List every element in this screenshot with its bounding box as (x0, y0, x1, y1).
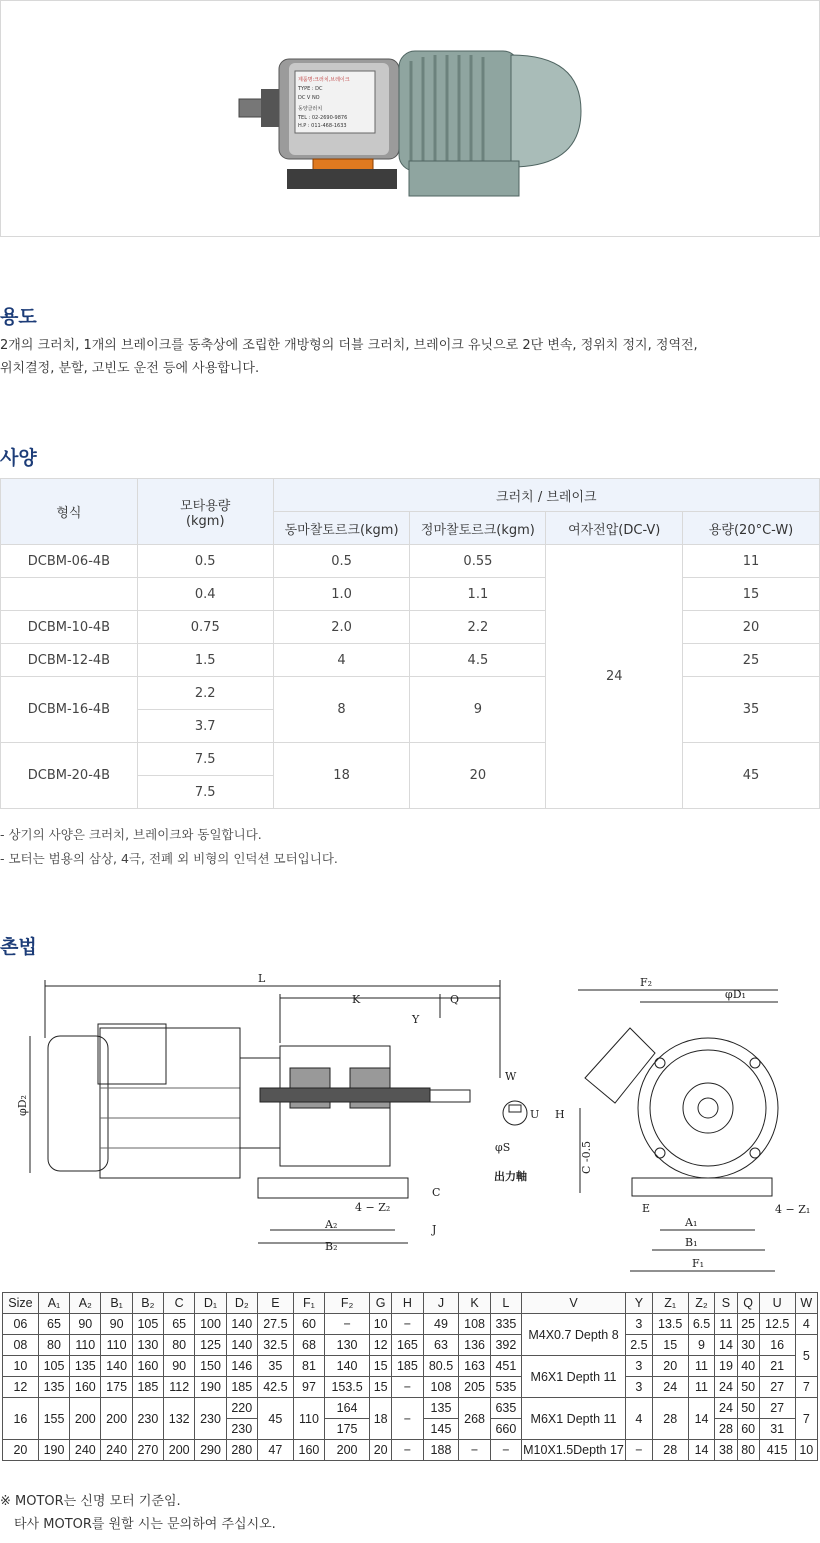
cell: 535 (490, 1377, 521, 1398)
cell: 42.5 (257, 1377, 293, 1398)
label-Z1: 4 − Z₁ (775, 1203, 811, 1216)
label-A1: A₁ (685, 1216, 698, 1229)
cell: 205 (459, 1377, 490, 1398)
cell: 100 (195, 1314, 226, 1335)
label-shaft: 出力軸 (494, 1170, 527, 1183)
cell: − (392, 1377, 423, 1398)
cell: 49 (423, 1314, 459, 1335)
cell: 60 (737, 1419, 759, 1440)
cell: 185 (132, 1377, 163, 1398)
cell: 160 (132, 1356, 163, 1377)
table-row (1, 545, 820, 578)
table-row (1, 578, 820, 611)
label-S: φS (495, 1141, 511, 1154)
label-F2: F₂ (640, 976, 653, 989)
header-motor-label: 모타용량 (180, 498, 231, 514)
cell: 80 (737, 1440, 759, 1461)
cell-model (1, 578, 138, 611)
spec-table (0, 478, 820, 809)
cell: 110 (101, 1335, 132, 1356)
dimension-table (2, 1292, 818, 1461)
cell: − (325, 1314, 370, 1335)
table-row (3, 1440, 818, 1461)
label-L: L (258, 972, 266, 985)
table-row (3, 1377, 818, 1398)
th: D₁ (195, 1293, 226, 1314)
th: A₁ (38, 1293, 69, 1314)
th: Q (737, 1293, 759, 1314)
cell: 30 (737, 1335, 759, 1356)
cell: 16 (3, 1398, 39, 1440)
cell-static: 0.55 (410, 545, 546, 578)
cell: 6.5 (688, 1314, 715, 1335)
usage-text-line-1: 2개의 크러치, 1개의 브레이크를 동축상에 조립한 개방형의 더블 크러치, 브레이크 유닛으로 2단 변속, 정위치 정지, 정역전, (0, 338, 698, 353)
cell: 20 (3, 1440, 39, 1461)
cell: 4 (626, 1398, 653, 1440)
table-row (3, 1398, 818, 1419)
cell: 200 (164, 1440, 195, 1461)
cell: 15 (370, 1356, 392, 1377)
table-row (3, 1356, 818, 1377)
header-clutch-brake: 크러치 / 브레이크 (273, 479, 819, 512)
cell: 140 (226, 1335, 257, 1356)
cell: 175 (325, 1419, 370, 1440)
cell: 35 (257, 1356, 293, 1377)
cell: 7 (795, 1377, 817, 1398)
label-W: W (505, 1070, 517, 1083)
cell: 415 (759, 1440, 795, 1461)
label-F1: F₁ (692, 1257, 705, 1270)
cell: 12.5 (759, 1314, 795, 1335)
cell: 14 (715, 1335, 737, 1356)
cell: 27.5 (257, 1314, 293, 1335)
cell: 451 (490, 1356, 521, 1377)
cell: 31 (759, 1419, 795, 1440)
cell: 190 (195, 1377, 226, 1398)
label-E: E (642, 1202, 651, 1215)
cell: 28 (652, 1398, 688, 1440)
label-C0: C -0.5 (580, 1140, 593, 1174)
cell-motor: 0.4 (137, 578, 273, 611)
cell: 185 (392, 1356, 423, 1377)
cell: 11 (715, 1314, 737, 1335)
cell: 112 (164, 1377, 195, 1398)
label-J: J (432, 1223, 437, 1236)
header-static-torque: 정마찰토르크(kgm) (410, 512, 546, 545)
header-motor (137, 479, 273, 545)
cell-capacity: 15 (683, 578, 820, 611)
cell: 108 (459, 1314, 490, 1335)
table-header-row (3, 1293, 818, 1314)
cell: 80 (38, 1335, 69, 1356)
usage-text-line-2: 위치결정, 분할, 고빈도 운전 등에 사용합니다. (0, 361, 260, 376)
cell: 90 (101, 1314, 132, 1335)
cell: 90 (70, 1314, 101, 1335)
cell-static: 4.5 (410, 644, 546, 677)
header-voltage: 여자전압(DC-V) (546, 512, 683, 545)
cell: 146 (226, 1356, 257, 1377)
cell: 660 (490, 1419, 521, 1440)
cell: 188 (423, 1440, 459, 1461)
cell: 60 (293, 1314, 324, 1335)
cell: 28 (715, 1419, 737, 1440)
nameplate-line: TEL : 02-2690-9876 (298, 115, 348, 121)
label-K: K (352, 993, 361, 1006)
cell: 108 (423, 1377, 459, 1398)
cell: 9 (688, 1335, 715, 1356)
cell-capacity: 11 (683, 545, 820, 578)
cell: 20 (652, 1356, 688, 1377)
cell-static: 20 (410, 743, 546, 809)
cell-model: DCBM-20-4B (1, 743, 138, 809)
cell: M6X1 Depth 11 (522, 1356, 626, 1398)
label-C: C (432, 1186, 441, 1199)
cell: 230 (226, 1419, 257, 1440)
cell: 08 (3, 1335, 39, 1356)
cell: 280 (226, 1440, 257, 1461)
cell: 130 (132, 1335, 163, 1356)
header-dynamic-torque: 동마찰토르크(kgm) (273, 512, 410, 545)
product-photo-frame (0, 0, 820, 237)
cell: 5 (795, 1335, 817, 1377)
cell: 164 (325, 1398, 370, 1419)
cell: 16 (759, 1335, 795, 1356)
th: F₁ (293, 1293, 324, 1314)
cell: 21 (759, 1356, 795, 1377)
header-motor-unit: (kgm) (185, 513, 225, 529)
th: S (715, 1293, 737, 1314)
th: Y (626, 1293, 653, 1314)
cell-dynamic: 2.0 (273, 611, 410, 644)
cell: 105 (38, 1356, 69, 1377)
cell: 47 (257, 1440, 293, 1461)
th: F₂ (325, 1293, 370, 1314)
cell: 290 (195, 1440, 226, 1461)
cell-dynamic: 4 (273, 644, 410, 677)
cell: 25 (737, 1314, 759, 1335)
cell: 135 (423, 1398, 459, 1419)
cell: 27 (759, 1398, 795, 1419)
cell: 2.5 (626, 1335, 653, 1356)
cell: 140 (325, 1356, 370, 1377)
cell-static: 2.2 (410, 611, 546, 644)
th: G (370, 1293, 392, 1314)
cell: 270 (132, 1440, 163, 1461)
cell: − (490, 1440, 521, 1461)
cell-motor: 3.7 (137, 710, 273, 743)
cell: 12 (3, 1377, 39, 1398)
footnote-line-2: 타사 MOTOR를 원할 시는 문의하여 주십시오. (14, 1517, 276, 1532)
cell: 392 (490, 1335, 521, 1356)
cell: 105 (132, 1314, 163, 1335)
cell: 155 (38, 1398, 69, 1440)
label-D2: φD₂ (16, 1095, 29, 1116)
cell: 3 (626, 1314, 653, 1335)
cell: − (392, 1440, 423, 1461)
cell: 200 (70, 1398, 101, 1440)
cell: 230 (132, 1398, 163, 1440)
cell: 240 (70, 1440, 101, 1461)
cell: 135 (70, 1356, 101, 1377)
th: A₂ (70, 1293, 101, 1314)
th: C (164, 1293, 195, 1314)
cell: 110 (70, 1335, 101, 1356)
label-B2: B₂ (325, 1240, 338, 1253)
cell: 200 (325, 1440, 370, 1461)
cell: 80.5 (423, 1356, 459, 1377)
cell: 45 (257, 1398, 293, 1440)
th: B₂ (132, 1293, 163, 1314)
cell-motor: 0.75 (137, 611, 273, 644)
cell: 10 (795, 1440, 817, 1461)
cell: 20 (370, 1440, 392, 1461)
nameplate-line: 제품명:크러치,브레이크 (298, 77, 350, 83)
th: E (257, 1293, 293, 1314)
label-H: H (555, 1108, 565, 1121)
cell: 136 (459, 1335, 490, 1356)
cell-voltage: 24 (546, 545, 683, 809)
cell: 12 (370, 1335, 392, 1356)
cell-dynamic: 0.5 (273, 545, 410, 578)
nameplate-line: DC V NO (298, 95, 320, 101)
cell: 15 (652, 1335, 688, 1356)
cell: 15 (370, 1377, 392, 1398)
cell: 125 (195, 1335, 226, 1356)
cell: 81 (293, 1356, 324, 1377)
cell: 3 (626, 1356, 653, 1377)
cell: 132 (164, 1398, 195, 1440)
cell-capacity: 45 (683, 743, 820, 809)
cell: − (459, 1440, 490, 1461)
th: U (759, 1293, 795, 1314)
cell: 165 (392, 1335, 423, 1356)
th: H (392, 1293, 423, 1314)
cell: 68 (293, 1335, 324, 1356)
cell: − (626, 1440, 653, 1461)
cell: 3 (626, 1377, 653, 1398)
cell: 24 (715, 1398, 737, 1419)
cell: M4X0.7 Depth 8 (522, 1314, 626, 1356)
cell: 38 (715, 1440, 737, 1461)
cell: 140 (101, 1356, 132, 1377)
cell: 90 (164, 1356, 195, 1377)
th: W (795, 1293, 817, 1314)
footnote (0, 1490, 276, 1536)
cell: 10 (370, 1314, 392, 1335)
cell: 14 (688, 1440, 715, 1461)
cell-dynamic: 1.0 (273, 578, 410, 611)
cell: 80 (164, 1335, 195, 1356)
cell: 97 (293, 1377, 324, 1398)
cell-motor: 2.2 (137, 677, 273, 710)
spec-note-1: - 상기의 사양은 크러치, 브레이크와 동일합니다. (0, 827, 262, 842)
cell: 153.5 (325, 1377, 370, 1398)
cell-model: DCBM-12-4B (1, 644, 138, 677)
label-Q: Q (450, 993, 460, 1006)
cell: 185 (226, 1377, 257, 1398)
dimension-drawing (0, 968, 820, 1286)
table-row (1, 743, 820, 776)
cell: 24 (715, 1377, 737, 1398)
th: B₁ (101, 1293, 132, 1314)
cell: 635 (490, 1398, 521, 1419)
cell: 160 (293, 1440, 324, 1461)
footnote-line-1: ※ MOTOR는 신명 모터 기준임. (0, 1494, 181, 1509)
cell: 110 (293, 1398, 324, 1440)
th: J (423, 1293, 459, 1314)
table-row (3, 1314, 818, 1335)
cell: 220 (226, 1398, 257, 1419)
cell-capacity: 25 (683, 644, 820, 677)
cell: 335 (490, 1314, 521, 1335)
nameplate-line: 동양클러치 (298, 106, 323, 112)
cell-model: DCBM-06-4B (1, 545, 138, 578)
table-row (1, 644, 820, 677)
cell: 24 (652, 1377, 688, 1398)
cell: − (392, 1398, 423, 1440)
spec-note-2: - 모터는 범용의 삼상, 4극, 전폐 외 비형의 인덕션 모터입니다. (0, 851, 338, 866)
cell: 27 (759, 1377, 795, 1398)
section-title-usage: 용도 (0, 306, 37, 328)
cell: 190 (38, 1440, 69, 1461)
label-D1: φD₁ (725, 988, 746, 1001)
cell-model: DCBM-10-4B (1, 611, 138, 644)
table-row (3, 1335, 818, 1356)
section-title-spec: 사양 (0, 447, 37, 469)
cell: 130 (325, 1335, 370, 1356)
th: Z₂ (688, 1293, 715, 1314)
cell-dynamic: 18 (273, 743, 410, 809)
th: K (459, 1293, 490, 1314)
cell-static: 1.1 (410, 578, 546, 611)
cell-motor: 7.5 (137, 743, 273, 776)
cell: 163 (459, 1356, 490, 1377)
header-capacity: 용량(20°C-W) (683, 512, 820, 545)
th: Size (3, 1293, 39, 1314)
cell-model: DCBM-16-4B (1, 677, 138, 743)
table-row (1, 611, 820, 644)
cell: 268 (459, 1398, 490, 1440)
cell-motor: 7.5 (137, 776, 273, 809)
cell: 65 (38, 1314, 69, 1335)
header-model: 형식 (1, 479, 138, 545)
cell: 10 (3, 1356, 39, 1377)
cell: 135 (38, 1377, 69, 1398)
cell: 63 (423, 1335, 459, 1356)
cell: 19 (715, 1356, 737, 1377)
cell: 50 (737, 1398, 759, 1419)
cell-dynamic: 8 (273, 677, 410, 743)
cell-capacity: 35 (683, 677, 820, 743)
cell: 11 (688, 1377, 715, 1398)
cell-capacity: 20 (683, 611, 820, 644)
nameplate-line: TYPE : DC (298, 86, 323, 92)
cell: 32.5 (257, 1335, 293, 1356)
th: V (522, 1293, 626, 1314)
cell: 65 (164, 1314, 195, 1335)
label-B1: B₁ (685, 1236, 698, 1249)
cell: 18 (370, 1398, 392, 1440)
cell: 160 (70, 1377, 101, 1398)
cell-static: 9 (410, 677, 546, 743)
label-A2: A₂ (325, 1218, 338, 1231)
nameplate-line: H.P : 011-468-1633 (298, 123, 347, 129)
cell: − (392, 1314, 423, 1335)
th: D₂ (226, 1293, 257, 1314)
cell: 40 (737, 1356, 759, 1377)
cell: 175 (101, 1377, 132, 1398)
cell: 4 (795, 1314, 817, 1335)
cell: 230 (195, 1398, 226, 1440)
cell-motor: 0.5 (137, 545, 273, 578)
cell: 11 (688, 1356, 715, 1377)
cell: M6X1 Depth 11 (522, 1398, 626, 1440)
th: Z₁ (652, 1293, 688, 1314)
cell: 150 (195, 1356, 226, 1377)
cell: 200 (101, 1398, 132, 1440)
product-image (231, 41, 591, 201)
cell: 50 (737, 1377, 759, 1398)
label-U: U (530, 1108, 540, 1121)
cell-motor: 1.5 (137, 644, 273, 677)
cell: M10X1.5Depth 17 (522, 1440, 626, 1461)
cell: 14 (688, 1398, 715, 1440)
table-row (1, 677, 820, 710)
cell: 145 (423, 1419, 459, 1440)
cell: 28 (652, 1440, 688, 1461)
cell: 13.5 (652, 1314, 688, 1335)
cell: 7 (795, 1398, 817, 1440)
cell: 140 (226, 1314, 257, 1335)
cell: 06 (3, 1314, 39, 1335)
label-Y: Y (412, 1013, 420, 1026)
label-Z2: 4 − Z₂ (355, 1201, 391, 1214)
th: L (490, 1293, 521, 1314)
section-title-dimensions: 촌법 (0, 936, 37, 958)
cell: 240 (101, 1440, 132, 1461)
